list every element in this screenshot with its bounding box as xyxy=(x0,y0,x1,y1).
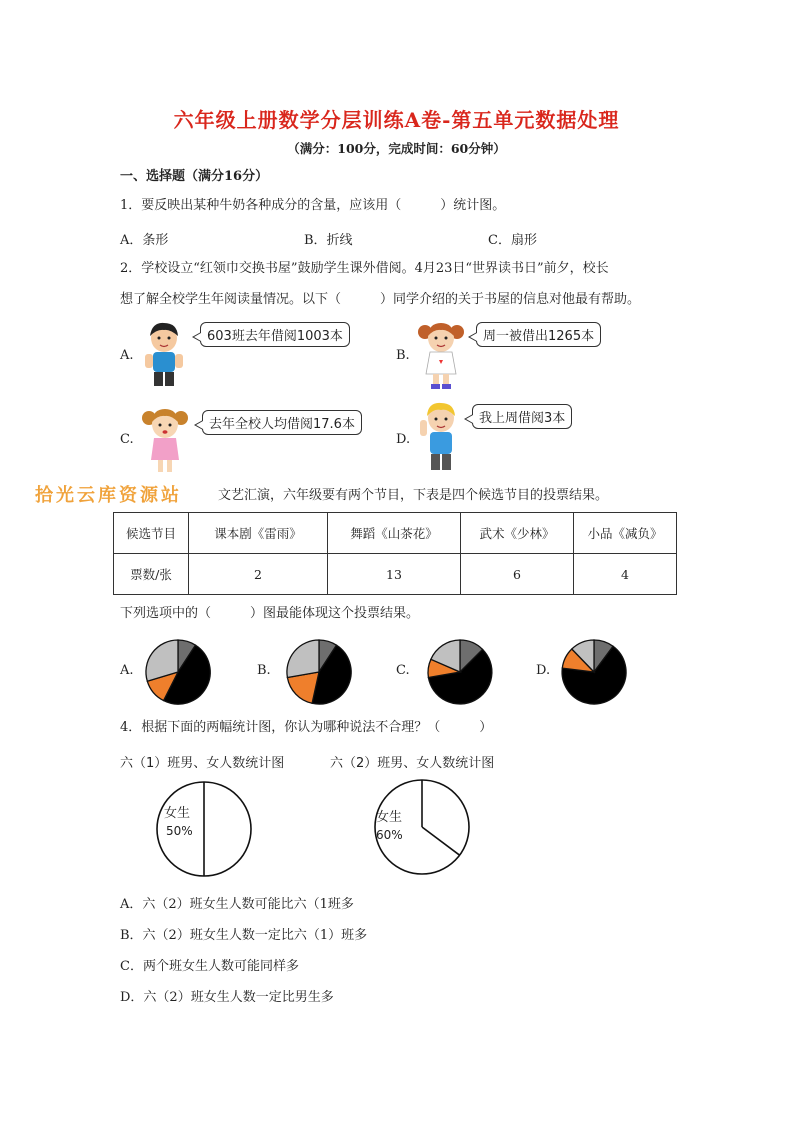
pie-chart-class-2 xyxy=(366,778,478,876)
pie-chart-option-a xyxy=(142,636,214,708)
q4-option-a: A．六（2）班女生人数可能比六（1班多 xyxy=(120,897,354,912)
boy-student-icon xyxy=(416,400,466,476)
q2-option-a-label: A. xyxy=(120,348,134,363)
question-2-line1: 2．学校设立“红领巾交换书屋”鼓励学生课外借阅。4月23日“世界读书日”前夕，校长 xyxy=(120,261,609,276)
q1-option-b: B．折线 xyxy=(304,233,353,248)
q2-speech-c: 去年全校人均借阅17.6本 xyxy=(202,410,362,435)
pie-chart-option-d xyxy=(558,636,630,708)
question-3-intro: 文艺汇演，六年级要有两个节目，下表是四个候选节目的投票结果。 xyxy=(218,488,609,503)
section-heading: 一、选择题（满分16分） xyxy=(120,169,269,184)
table-cell: 票数/张 xyxy=(114,554,189,595)
table-header-cell: 舞蹈《山茶花》 xyxy=(328,513,461,554)
boy-student-icon xyxy=(140,320,188,392)
q2-option-c-label: C. xyxy=(120,432,134,447)
page-subtitle: （满分：100分，完成时间：60分钟） xyxy=(287,141,506,156)
question-3-text: 下列选项中的（ ）图最能体现这个投票结果。 xyxy=(120,606,420,621)
q3-option-a-label: A. xyxy=(120,663,134,678)
q3-option-d-label: D. xyxy=(536,663,551,678)
q1-option-a: A．条形 xyxy=(120,233,169,248)
girl-student-icon xyxy=(140,404,190,474)
q2-option-d-label: D. xyxy=(396,432,411,447)
question-1: 1．要反映出某种牛奶各种成分的含量，应该用（ ）统计图。 xyxy=(120,198,506,213)
chart-2-label: 女生 xyxy=(376,810,403,825)
q2-option-b-label: B. xyxy=(396,348,410,363)
q3-option-b-label: B. xyxy=(257,663,271,678)
table-cell: 6 xyxy=(461,554,574,595)
q2-speech-d: 我上周借阅3本 xyxy=(472,404,572,429)
table-header-cell: 小品《减负》 xyxy=(574,513,677,554)
q4-option-c: C．两个班女生人数可能同样多 xyxy=(120,959,299,974)
table-row xyxy=(114,554,677,595)
page-title: 六年级上册数学分层训练A卷-第五单元数据处理 xyxy=(173,108,620,132)
q2-speech-a: 603班去年借阅1003本 xyxy=(200,322,350,347)
table-row xyxy=(114,513,677,554)
q4-option-d: D．六（2）班女生人数一定比男生多 xyxy=(120,990,334,1005)
table-cell: 2 xyxy=(189,554,328,595)
q2-speech-b: 周一被借出1265本 xyxy=(476,322,601,347)
chart-1-label: 女生 xyxy=(164,806,191,821)
table-header-cell: 候选节目 xyxy=(114,513,189,554)
chart-1-value: 50% xyxy=(166,824,193,838)
q1-option-c: C．扇形 xyxy=(488,233,537,248)
q4-option-b: B．六（2）班女生人数一定比六（1）班多 xyxy=(120,928,368,943)
chart-2-value: 60% xyxy=(376,828,403,842)
chart-2-title: 六（2）班男、女人数统计图 xyxy=(330,756,495,771)
chart-1-title: 六（1）班男、女人数统计图 xyxy=(120,756,285,771)
pie-chart-class-1 xyxy=(148,780,260,878)
girl-student-icon xyxy=(416,318,466,392)
watermark: 拾光云库资源站 xyxy=(35,485,182,506)
table-cell: 4 xyxy=(574,554,677,595)
q3-option-c-label: C. xyxy=(396,663,410,678)
pie-chart-option-c xyxy=(424,636,496,708)
question-2-line2: 想了解全校学生年阅读量情况。以下（ ）同学介绍的关于书屋的信息对他最有帮助。 xyxy=(120,292,641,307)
vote-table xyxy=(113,512,677,595)
table-cell: 13 xyxy=(328,554,461,595)
table-header-cell: 课本剧《雷雨》 xyxy=(189,513,328,554)
pie-chart-option-b xyxy=(283,636,355,708)
table-header-cell: 武术《少林》 xyxy=(461,513,574,554)
question-4-text: 4．根据下面的两幅统计图，你认为哪种说法不合理？（ ） xyxy=(120,720,493,735)
